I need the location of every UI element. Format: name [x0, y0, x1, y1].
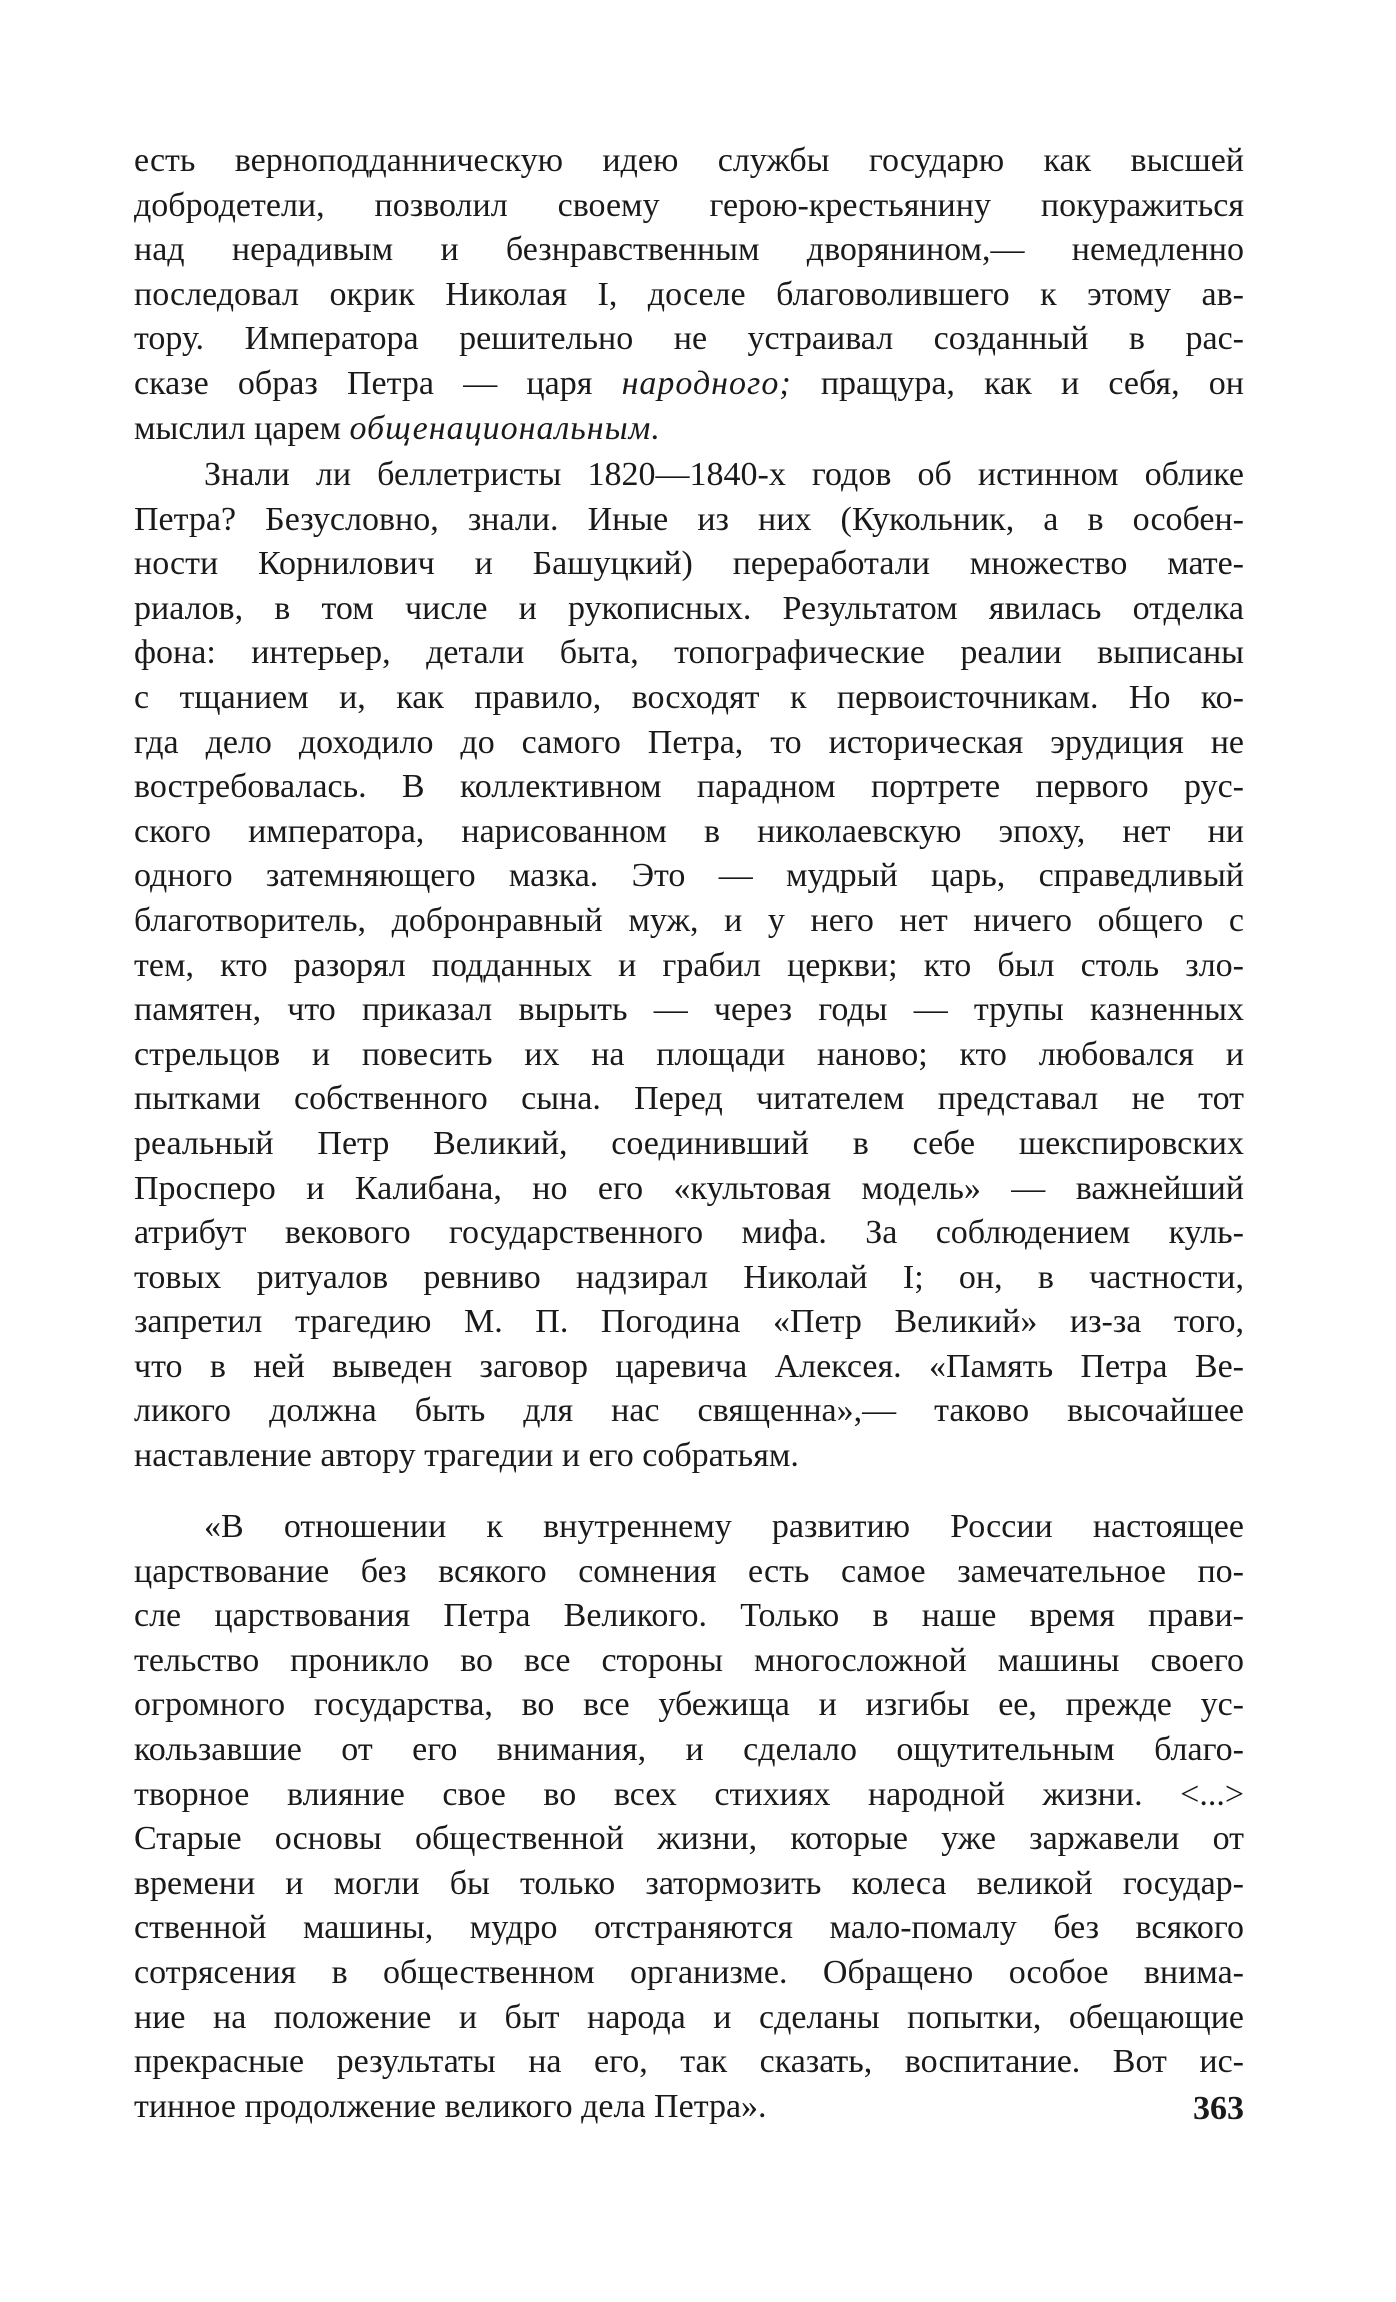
text-line: тинное продолжение великого дела Петра». [134, 2087, 767, 2125]
page-number: 363 [1193, 2090, 1244, 2127]
text-line: «В отношении к внутреннему развитию России настоящее [204, 1508, 1244, 1545]
text-line: стрельцов и повесить их на площади наново; кто любовался и [134, 1035, 1244, 1073]
quotation-block [134, 1505, 1244, 2129]
text-line: творное влияние свое во всех стихиях народной жизни. <...> [134, 1775, 1244, 1813]
text-line: товых ритуалов ревниво надзирал Николай I; он, в частности, [134, 1258, 1244, 1296]
text-line: огромного государства, во все убежища и изгибы ее, прежде ус- [134, 1686, 1244, 1724]
text-line: риалов, в том числе и рукописных. Результатом явилась отделка [134, 589, 1244, 627]
paragraph-continuation [134, 139, 1244, 451]
text-line: благотворитель, добронравный муж, и у него нет ничего общего с [134, 901, 1244, 939]
text-segment: мыслил царем [134, 409, 350, 447]
text-line: добродетели, позволил своему герою-крестьянину покуражиться [134, 186, 1244, 224]
paragraph-beletrists [134, 453, 1244, 1479]
text-line: ликого должна быть для нас священна»,— таково высочайшее [134, 1392, 1244, 1430]
text-line: царствование без всякого сомнения есть самое замечательное по- [134, 1552, 1244, 1590]
text-line-mixed [134, 362, 1244, 407]
text-line-indented [134, 453, 1244, 498]
text-line: ского императора, нарисованном в николаевскую эпоху, нет ни [134, 812, 1244, 850]
text-line: что в ней выведен заговор царевича Алексея. «Память Петра Ве- [134, 1347, 1244, 1385]
text-line: востребовалась. В коллективном парадном портрете первого рус- [134, 768, 1244, 806]
text-line: есть верноподданническую идею службы государю как высшей [134, 142, 1244, 179]
italic-term: народного; [621, 364, 792, 402]
text-line: запретил трагедию М. П. Погодина «Петр Великий» из-за того, [134, 1303, 1244, 1341]
text-line: с тщанием и, как правило, восходят к первоисточникам. Но ко- [134, 678, 1244, 716]
text-line: прекрасные результаты на его, так сказать, воспитание. Вот ис- [134, 2043, 1244, 2081]
text-line: последовал окрик Николая I, доселе благоволившего к этому ав- [134, 275, 1244, 313]
text-line: сле царствования Петра Великого. Только в наше время прави- [134, 1597, 1244, 1635]
text-line: ственной машины, мудро отстраняются мало-помалу без всякого [134, 1909, 1244, 1947]
text-line: Петра? Безусловно, знали. Иные из них (Кукольник, а в особен- [134, 500, 1244, 538]
text-line: Знали ли беллетристы 1820—1840-х годов об истинном облике [204, 456, 1244, 493]
text-line: ности Корнилович и Башуцкий) переработали множество мате- [134, 545, 1244, 583]
text-line: тем, кто разорял подданных и грабил церкви; кто был столь зло- [134, 946, 1244, 984]
text-line: памятен, что приказал вырыть — через годы — трупы казненных [134, 991, 1244, 1029]
text-line: Старые основы общественной жизни, которые уже заржавели от [134, 1820, 1244, 1858]
text-line: ние на положение и быт народа и сделаны попытки, обещающие [134, 1998, 1244, 2036]
text-line-mixed [134, 407, 1244, 452]
text-line: фона: интерьер, детали быта, топографические реалии выписаны [134, 634, 1244, 672]
text-line: тельство проникло во все стороны многосложной машины своего [134, 1641, 1244, 1679]
text-line: пытками собственного сына. Перед читателем представал не тот [134, 1080, 1244, 1118]
text-line: времени и могли бы только затормозить колеса великой государ- [134, 1864, 1244, 1902]
text-line: наставление автору трагедии и его собратьям. [134, 1437, 799, 1475]
text-line: реальный Петр Великий, соединивший в себе шекспировских [134, 1124, 1244, 1162]
italic-term: общенациональным. [349, 409, 661, 447]
text-line: над нерадивым и безнравственным дворянином,— немедленно [134, 231, 1244, 269]
text-line: гда дело доходило до самого Петра, то историческая эрудиция не [134, 723, 1244, 761]
text-line: тору. Императора решительно не устраивал созданный в рас- [134, 320, 1244, 358]
text-line: атрибут векового государственного мифа. За соблюдением куль- [134, 1214, 1244, 1252]
text-line: одного затемняющего мазка. Это — мудрый царь, справедливый [134, 857, 1244, 895]
text-line: кользавшие от его внимания, и сделало ощутительным благо- [134, 1730, 1244, 1768]
text-segment: сказе образ Петра — царя [134, 364, 622, 402]
text-line: сотрясения в общественном организме. Обращено особое внима- [134, 1953, 1244, 1991]
text-segment: пращура, как и себя, он [791, 364, 1244, 402]
text-line: Просперо и Калибана, но его «культовая модель» — важнейший [134, 1169, 1244, 1207]
